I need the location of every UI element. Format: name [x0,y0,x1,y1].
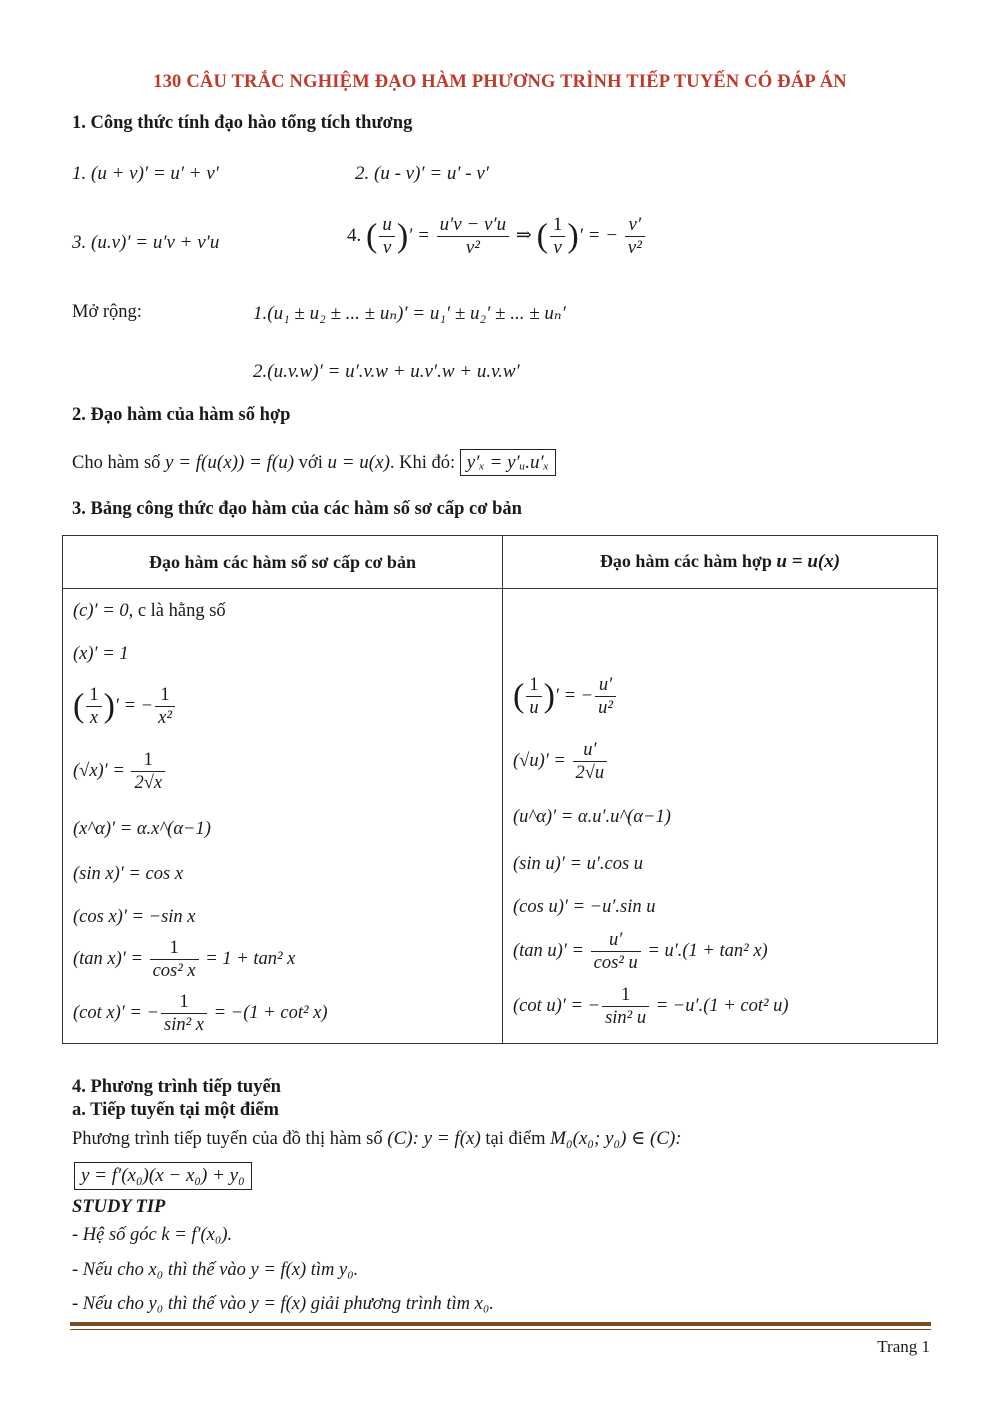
composite-cos: (cos u)′ = −u′.sin u [513,897,656,917]
section4-heading: 4. Phương trình tiếp tuyến [72,1077,281,1097]
quotient-numerator: u′v − v′u [437,214,510,237]
composite-sin: (sin u)′ = u′.cos u [513,854,644,874]
formula-quotient-label: 4. [347,224,362,246]
composite-sqrt: (√u)′ = $\frac{u'}{2√u}$ [513,739,609,784]
formula-quotient: 4. ( $\frac{u}{v}$ )′ = $\frac{u'v - v'u}{\text{v²}}$ ⇒ ( $\frac{1}{v}$ )′ = − $\frac{v'}{\text{v²}}$ [347,214,647,259]
tangent-text2: tại điểm [485,1129,546,1149]
composite-tan: (tan u)′ = $\frac{u'}{\text{cos² u}}$ = u′.(1 + tan² x) [513,930,768,973]
document-title: 130 CÂU TRẮC NGHIỆM ĐẠO HÀM PHƯƠNG TRÌNH TIẾP TUYẾN CÓ ĐÁP ÁN [153,72,847,92]
study-tip-title: STUDY TIP [72,1197,166,1217]
basic-cot: (cot x)′ = − $\frac{1}{\text{sin² x}}$ = −(1 + cot² x) [73,992,328,1035]
study-tip-3: - Nếu cho y₀ thì thế vào y = f(x) giải phương trình tìm x₀. [72,1294,494,1314]
formula-difference: 2. (u - v)′ = u′ - v′ [355,163,489,184]
section2-heading: 2. Đạo hàm của hàm số hợp [72,405,291,425]
basic-constant-formula: (c)′ = 0 [73,601,129,621]
tangent-text: Phương trình tiếp tuyến của đồ thị hàm số [72,1129,383,1149]
table-cell-composite [503,589,938,1044]
basic-tan-tail: = 1 + tan² x [205,948,296,969]
study-tip-2: - Nếu cho x₀ thì thế vào y = f(x) tìm y₀. [72,1260,359,1280]
section3-heading: 3. Bảng công thức đạo hàm của các hàm số sơ cấp cơ bản [72,499,522,519]
composite-reciprocal: ( $\frac{1}{u}$ )′ = − $\frac{u'}{\text{u²}}$ [513,674,618,719]
section1-heading: 1. Công thức tính đạo hào tổng tích thương [72,113,413,133]
tangent-description [72,1127,682,1150]
basic-constant [73,601,226,622]
basic-cot-tail: = −(1 + cot² x) [213,1002,328,1023]
chain-rule-box: y′ₓ = y′ᵤ.u′ₓ [460,449,556,476]
table-header-composite-expr: u = u(x) [776,551,841,572]
basic-sqrt: (√x)′ = $\frac{1}{2√x}$ [73,749,167,794]
tangent-curve: (C): y = f(x) [387,1128,481,1149]
chain-text-b: với [298,453,323,473]
tangent-equation-box: y = f′(x₀)(x − x₀) + y₀ [74,1162,252,1190]
table-header-basic: Đạo hàm các hàm số sơ cấp cơ bản [63,536,503,589]
basic-identity: (x)′ = 1 [73,644,129,664]
basic-cos: (cos x)′ = −sin x [73,907,196,927]
derivative-table [62,535,938,1044]
section4-subheading: a. Tiếp tuyến tại một điểm [72,1100,279,1120]
footer-rule-thin [70,1329,931,1330]
basic-reciprocal: ( $\frac{1}{x}$ )′ = − $\frac{1}{\text{x²}}$ [73,684,177,729]
extension-label: Mở rộng: [72,302,142,322]
formula-sum: 1. (u + v)′ = u′ + v′ [72,163,219,184]
page-number: Trang 1 [877,1337,930,1356]
basic-constant-note: , c là hằng số [128,601,226,621]
footer-rule-thick [70,1322,931,1326]
chain-rule-line [72,452,556,474]
composite-cot: (cot u)′ = − $\frac{1}{\text{sin² u}}$ = −u′.(1 + cot² u) [513,985,789,1028]
tangent-point: M₀(x₀; y₀) ∈ (C): [550,1128,682,1149]
chain-text-a: Cho hàm số [72,453,161,473]
basic-power: (x^α)′ = α.x^(α−1) [73,819,211,839]
composite-power: (u^α)′ = α.u′.u^(α−1) [513,807,671,827]
study-tip-1: - Hệ số góc k = f′(x₀). [72,1225,233,1245]
table-header-composite-label: Đạo hàm các hàm hợp [599,551,772,571]
chain-expr: y = f(u(x)) = f(u) [165,452,295,473]
composite-cot-tail: = −u′.(1 + cot² u) [655,995,789,1016]
chain-expr2: u = u(x) [327,452,390,473]
composite-tan-tail: = u′.(1 + tan² x) [647,940,768,961]
basic-tan: (tan x)′ = $\frac{1}{\text{cos² x}}$ = 1 + tan² x [73,938,296,981]
chain-text-c: . Khi đó: [389,453,456,473]
basic-sin: (sin x)′ = cos x [73,864,184,884]
extension-product: 2.(u.v.w)′ = u′.v.w + u.v′.w + u.v.w′ [253,361,520,382]
table-header-composite [503,536,938,589]
table-cell-basic [63,589,503,1044]
quotient-denominator: v² [465,237,480,258]
extension-sum: 1.(u₁ ± u₂ ± ... ± uₙ)′ = u₁′ ± u₂′ ± ... ± uₙ′ [253,303,566,324]
formula-product: 3. (u.v)′ = u′v + v′u [72,232,220,253]
